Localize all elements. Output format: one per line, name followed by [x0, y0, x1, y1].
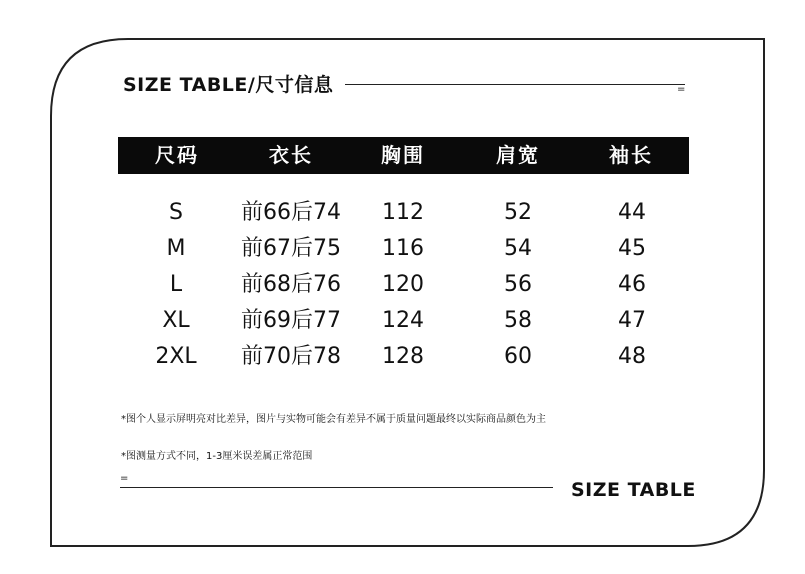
- header-chest: 胸围: [381, 143, 425, 167]
- shoulder-cell: 58: [504, 308, 532, 333]
- shoulder-cell: 52: [504, 200, 532, 225]
- header-shoulder: 肩宽: [496, 143, 540, 167]
- shoulder-cell: 60: [504, 344, 532, 369]
- shoulder-cell: 54: [504, 236, 532, 261]
- sleeve-cell: 44: [618, 200, 646, 225]
- bottom-mark: =: [120, 473, 129, 484]
- chest-cell: 112: [382, 200, 424, 225]
- table-row: [0, 196, 805, 230]
- size-cell: M: [166, 236, 186, 261]
- size-cell: 2XL: [155, 344, 197, 369]
- table-row: [0, 232, 805, 266]
- sleeve-cell: 47: [618, 308, 646, 333]
- size-cell: XL: [162, 308, 190, 333]
- chest-cell: 128: [382, 344, 424, 369]
- size-cell: S: [169, 200, 183, 225]
- length-cell: 前68后76: [241, 272, 341, 297]
- size-cell: L: [169, 272, 183, 297]
- bottom-divider: [120, 487, 553, 488]
- chest-cell: 120: [382, 272, 424, 297]
- length-cell: 前70后78: [241, 344, 341, 369]
- length-cell: 前67后75: [241, 236, 341, 261]
- note-measurement-tolerance: *图测量方式不同，1-3厘米误差属正常范围: [121, 451, 313, 462]
- title-mark: =: [677, 84, 686, 95]
- header-sleeve: 袖长: [609, 143, 653, 167]
- table-header: [118, 137, 689, 174]
- bottom-title: SIZE TABLE: [571, 479, 696, 501]
- header-size: 尺码: [155, 143, 199, 167]
- header-length: 衣长: [269, 143, 313, 167]
- chest-cell: 124: [382, 308, 424, 333]
- length-cell: 前69后77: [241, 308, 341, 333]
- shoulder-cell: 56: [504, 272, 532, 297]
- sleeve-cell: 48: [618, 344, 646, 369]
- note-display-difference: *图个人显示屏明亮对比差异，图片与实物可能会有差异不属于质量问题最终以实际商品颜色为主: [121, 414, 546, 425]
- title-divider: [345, 84, 685, 85]
- chest-cell: 116: [382, 236, 424, 261]
- table-row: [0, 340, 805, 374]
- table-row: [0, 268, 805, 302]
- length-cell: 前66后74: [241, 200, 341, 225]
- table-row: [0, 304, 805, 338]
- page-title: SIZE TABLE/尺寸信息: [123, 74, 334, 96]
- sleeve-cell: 46: [618, 272, 646, 297]
- sleeve-cell: 45: [618, 236, 646, 261]
